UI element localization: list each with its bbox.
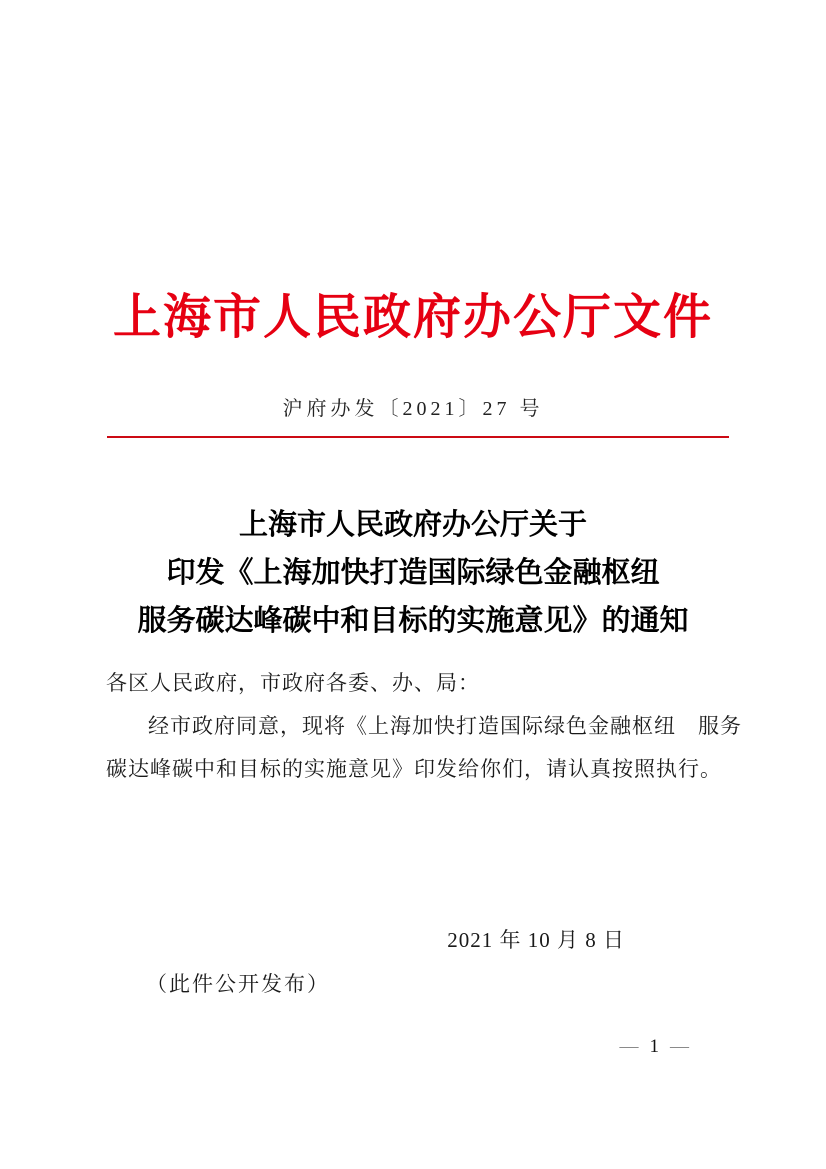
- document-title: [0, 501, 826, 645]
- document-number: 沪府办发〔2021〕27 号: [282, 398, 544, 420]
- document-body: [106, 662, 746, 791]
- red-divider-line: [107, 436, 729, 438]
- publish-note: （此件公开发布）: [146, 972, 330, 996]
- document-title-line-2: 印发《上海加快打造国际绿色金融枢纽: [166, 557, 660, 589]
- document-title-line-3: 服务碳达峰碳中和目标的实施意见》的通知: [137, 605, 689, 637]
- body-line-2: 碳达峰碳中和目标的实施意见》印发给你们，请认真按照执行。: [106, 757, 722, 781]
- letterhead-title: 上海市人民政府办公厅文件: [112, 291, 713, 344]
- page-number: [609, 1036, 701, 1058]
- page-number-value: 1: [649, 1036, 659, 1057]
- page-number-dash-right: —: [670, 1036, 689, 1057]
- document-title-line-1: 上海市人民政府办公厅关于: [238, 509, 587, 541]
- body-line-1: 经市政府同意，现将《上海加快打造国际绿色金融枢纽 服务: [148, 714, 742, 738]
- issue-date: 2021 年 10 月 8 日: [447, 928, 625, 952]
- page-number-dash-left: —: [619, 1036, 639, 1057]
- salutation-line: 各区人民政府，市政府各委、办、局：: [106, 671, 480, 695]
